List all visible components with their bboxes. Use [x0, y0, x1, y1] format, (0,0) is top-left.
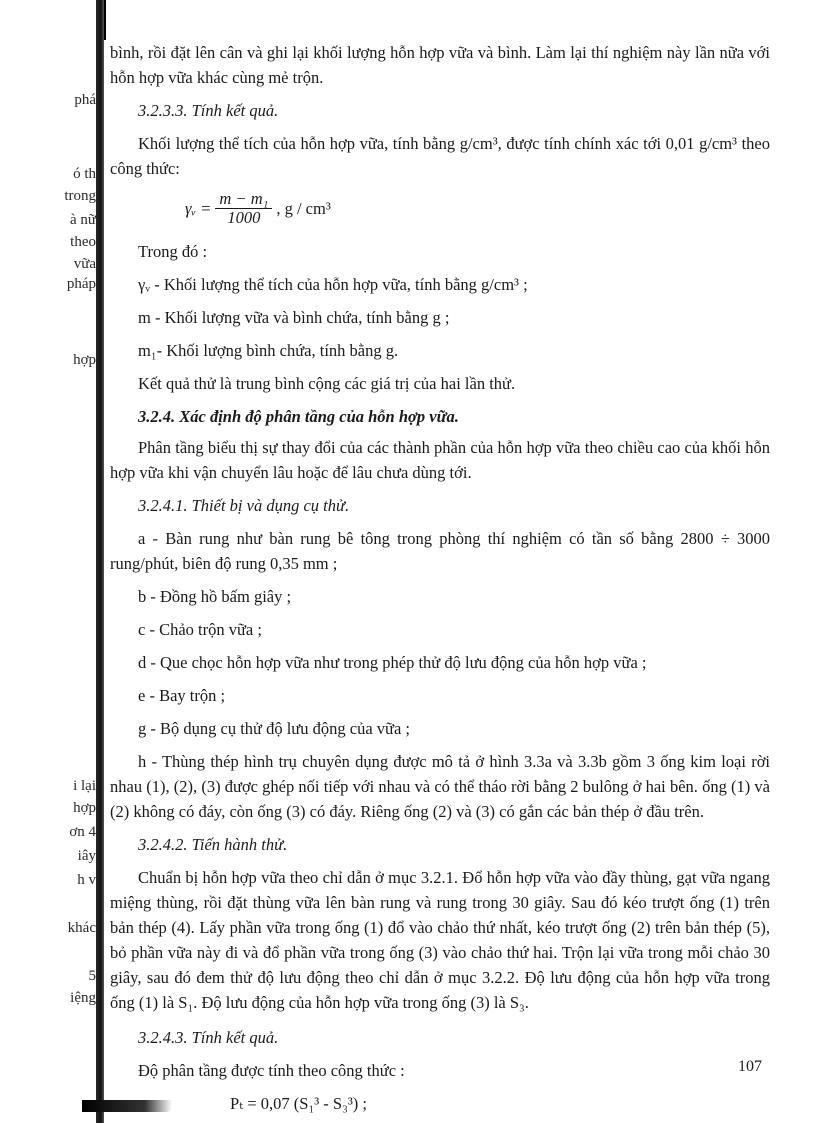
margin-fragment: khác [67, 920, 96, 936]
heading-3-2-4-1: 3.2.4.1. Thiết bị và dụng cụ thử. [138, 496, 350, 515]
page-number: 107 [738, 1058, 762, 1075]
facing-page-bleed [0, 0, 96, 1123]
formula-unit: , g / cm³ [276, 198, 331, 218]
heading-3-2-4-3: 3.2.4.3. Tính kết quả. [138, 1028, 279, 1047]
margin-fragment: ơn 4 [69, 824, 96, 840]
equipment-d: d - Que chọc hỗn hợp vữa như trong phép thử độ lưu động của hỗn hợp vữa ; [138, 653, 647, 672]
margin-fragment: ó th [73, 166, 96, 182]
margin-fragment: iây [77, 848, 96, 864]
margin-fragment: phá [74, 92, 96, 108]
formula-denominator: 1000 [227, 207, 261, 227]
density-paragraph: Khối lượng thể tích của hỗn hợp vữa, tính bằng g/cm³, được tính chính xác tới 0,01 g/cm³ theo công thức: [110, 134, 770, 178]
equipment-b: b - Đồng hồ bấm giây ; [138, 587, 292, 606]
margin-fragment: vữa [73, 256, 96, 272]
equipment-e: e - Bay trộn ; [138, 686, 226, 705]
formula-lhs: γᵥ = [185, 198, 212, 218]
segregation-formula: Pₜ = 0,07 (S₁³ - S₃³) ; [230, 1094, 367, 1113]
margin-fragment: hợp [73, 800, 96, 816]
margin-fragment: i lại [73, 778, 96, 794]
margin-fragment: trong [64, 188, 96, 204]
definition-m: m - Khối lượng vữa và bình chứa, tính bằng g ; [138, 308, 450, 327]
margin-fragment: hợp [73, 352, 96, 368]
page-body [110, 40, 770, 1116]
definition-gamma: γᵥ - Khối lượng thể tích của hỗn hợp vữa, tính bằng g/cm³ ; [138, 275, 528, 294]
equipment-h: h - Thùng thép hình trụ chuyên dụng được mô tả ở hình 3.3a và 3.3b gồm 3 ống kim loại rời nhau (1), (2), (3) được ghép nối tiếp với nhau và có thể tháo rời bằng 2 bulông ở hai bên. ống (1) và (2) không có đáy, còn ống (3) có đáy. Riêng ống (2) và (3) có gắn các bản thép ở đầu trên. [110, 752, 770, 821]
segregation-paragraph: Phân tầng biểu thị sự thay đổi của các thành phần của hỗn hợp vữa theo chiều cao của khối hỗn hợp vữa khi vận chuyển lâu hoặc để lâu chưa dùng tới. [110, 438, 770, 482]
intro-paragraph: bình, rồi đặt lên cân và ghi lại khối lượng hỗn hợp vữa và bình. Làm lại thí nghiệm này lần nữa với hỗn hợp vữa khác cùng mẻ trộn. [110, 43, 770, 87]
margin-fragment: iệng [70, 990, 96, 1006]
definition-m1: m₁- Khối lượng bình chứa, tính bằng g. [138, 341, 399, 360]
margin-fragment: pháp [66, 276, 96, 292]
formula2-intro: Độ phân tầng được tính theo công thức : [138, 1061, 405, 1080]
equipment-c: c - Chảo trộn vữa ; [138, 620, 262, 639]
where-label: Trong đó : [138, 242, 208, 261]
procedure-paragraph: Chuẩn bị hỗn hợp vữa theo chỉ dẫn ở mục 3.2.1. Đổ hỗn hợp vữa vào đầy thùng, gạt vữa ngang miệng thùng, rồi đặt thùng vữa lên bàn rung và rung trong 30 giây. Sau đó kéo trượt ống (1) trên bản thép (4). Lấy phần vữa trong ống (1) đổ vào chảo thứ nhất, kéo trượt ống (2) trên bản thép (5), bỏ phần vữa này đi và đổ phần vữa trong ống (3) vào chảo thứ hai. Trộn lại vữa trong mỗi chảo 30 giây, sau đó đem thử độ lưu động theo chỉ dẫn ở mục 3.2.2. Độ lưu động của hỗn hợp vữa trong ống (1) là S₁. Độ lưu động của hỗn hợp vữa trong ống (3) là S₃. [110, 868, 770, 1012]
formula-numerator: m − m₁ [215, 190, 272, 209]
margin-fragment: theo [70, 234, 96, 250]
margin-fragment: à nữ [69, 212, 96, 228]
equipment-g: g - Bộ dụng cụ thử độ lưu động của vữa ; [138, 719, 411, 738]
heading-3-2-3-3: 3.2.3.3. Tính kết quả. [138, 101, 279, 120]
binding-spine [96, 0, 104, 1123]
density-formula [185, 187, 770, 229]
margin-fragment: h v [77, 872, 96, 888]
margin-fragment: 5 [88, 968, 96, 984]
heading-3-2-4: 3.2.4. Xác định độ phân tầng của hỗn hợp vữa. [138, 407, 459, 426]
result-average: Kết quả thử là trung bình cộng các giá trị của hai lần thử. [138, 374, 516, 393]
formula-fraction [215, 190, 272, 227]
equipment-a: a - Bàn rung như bàn rung bê tông trong phòng thí nghiệm có tần số bằng 2800 ÷ 3000 rung/phút, biên độ rung 0,35 mm ; [110, 529, 770, 573]
heading-3-2-4-2: 3.2.4.2. Tiến hành thử. [138, 835, 288, 854]
